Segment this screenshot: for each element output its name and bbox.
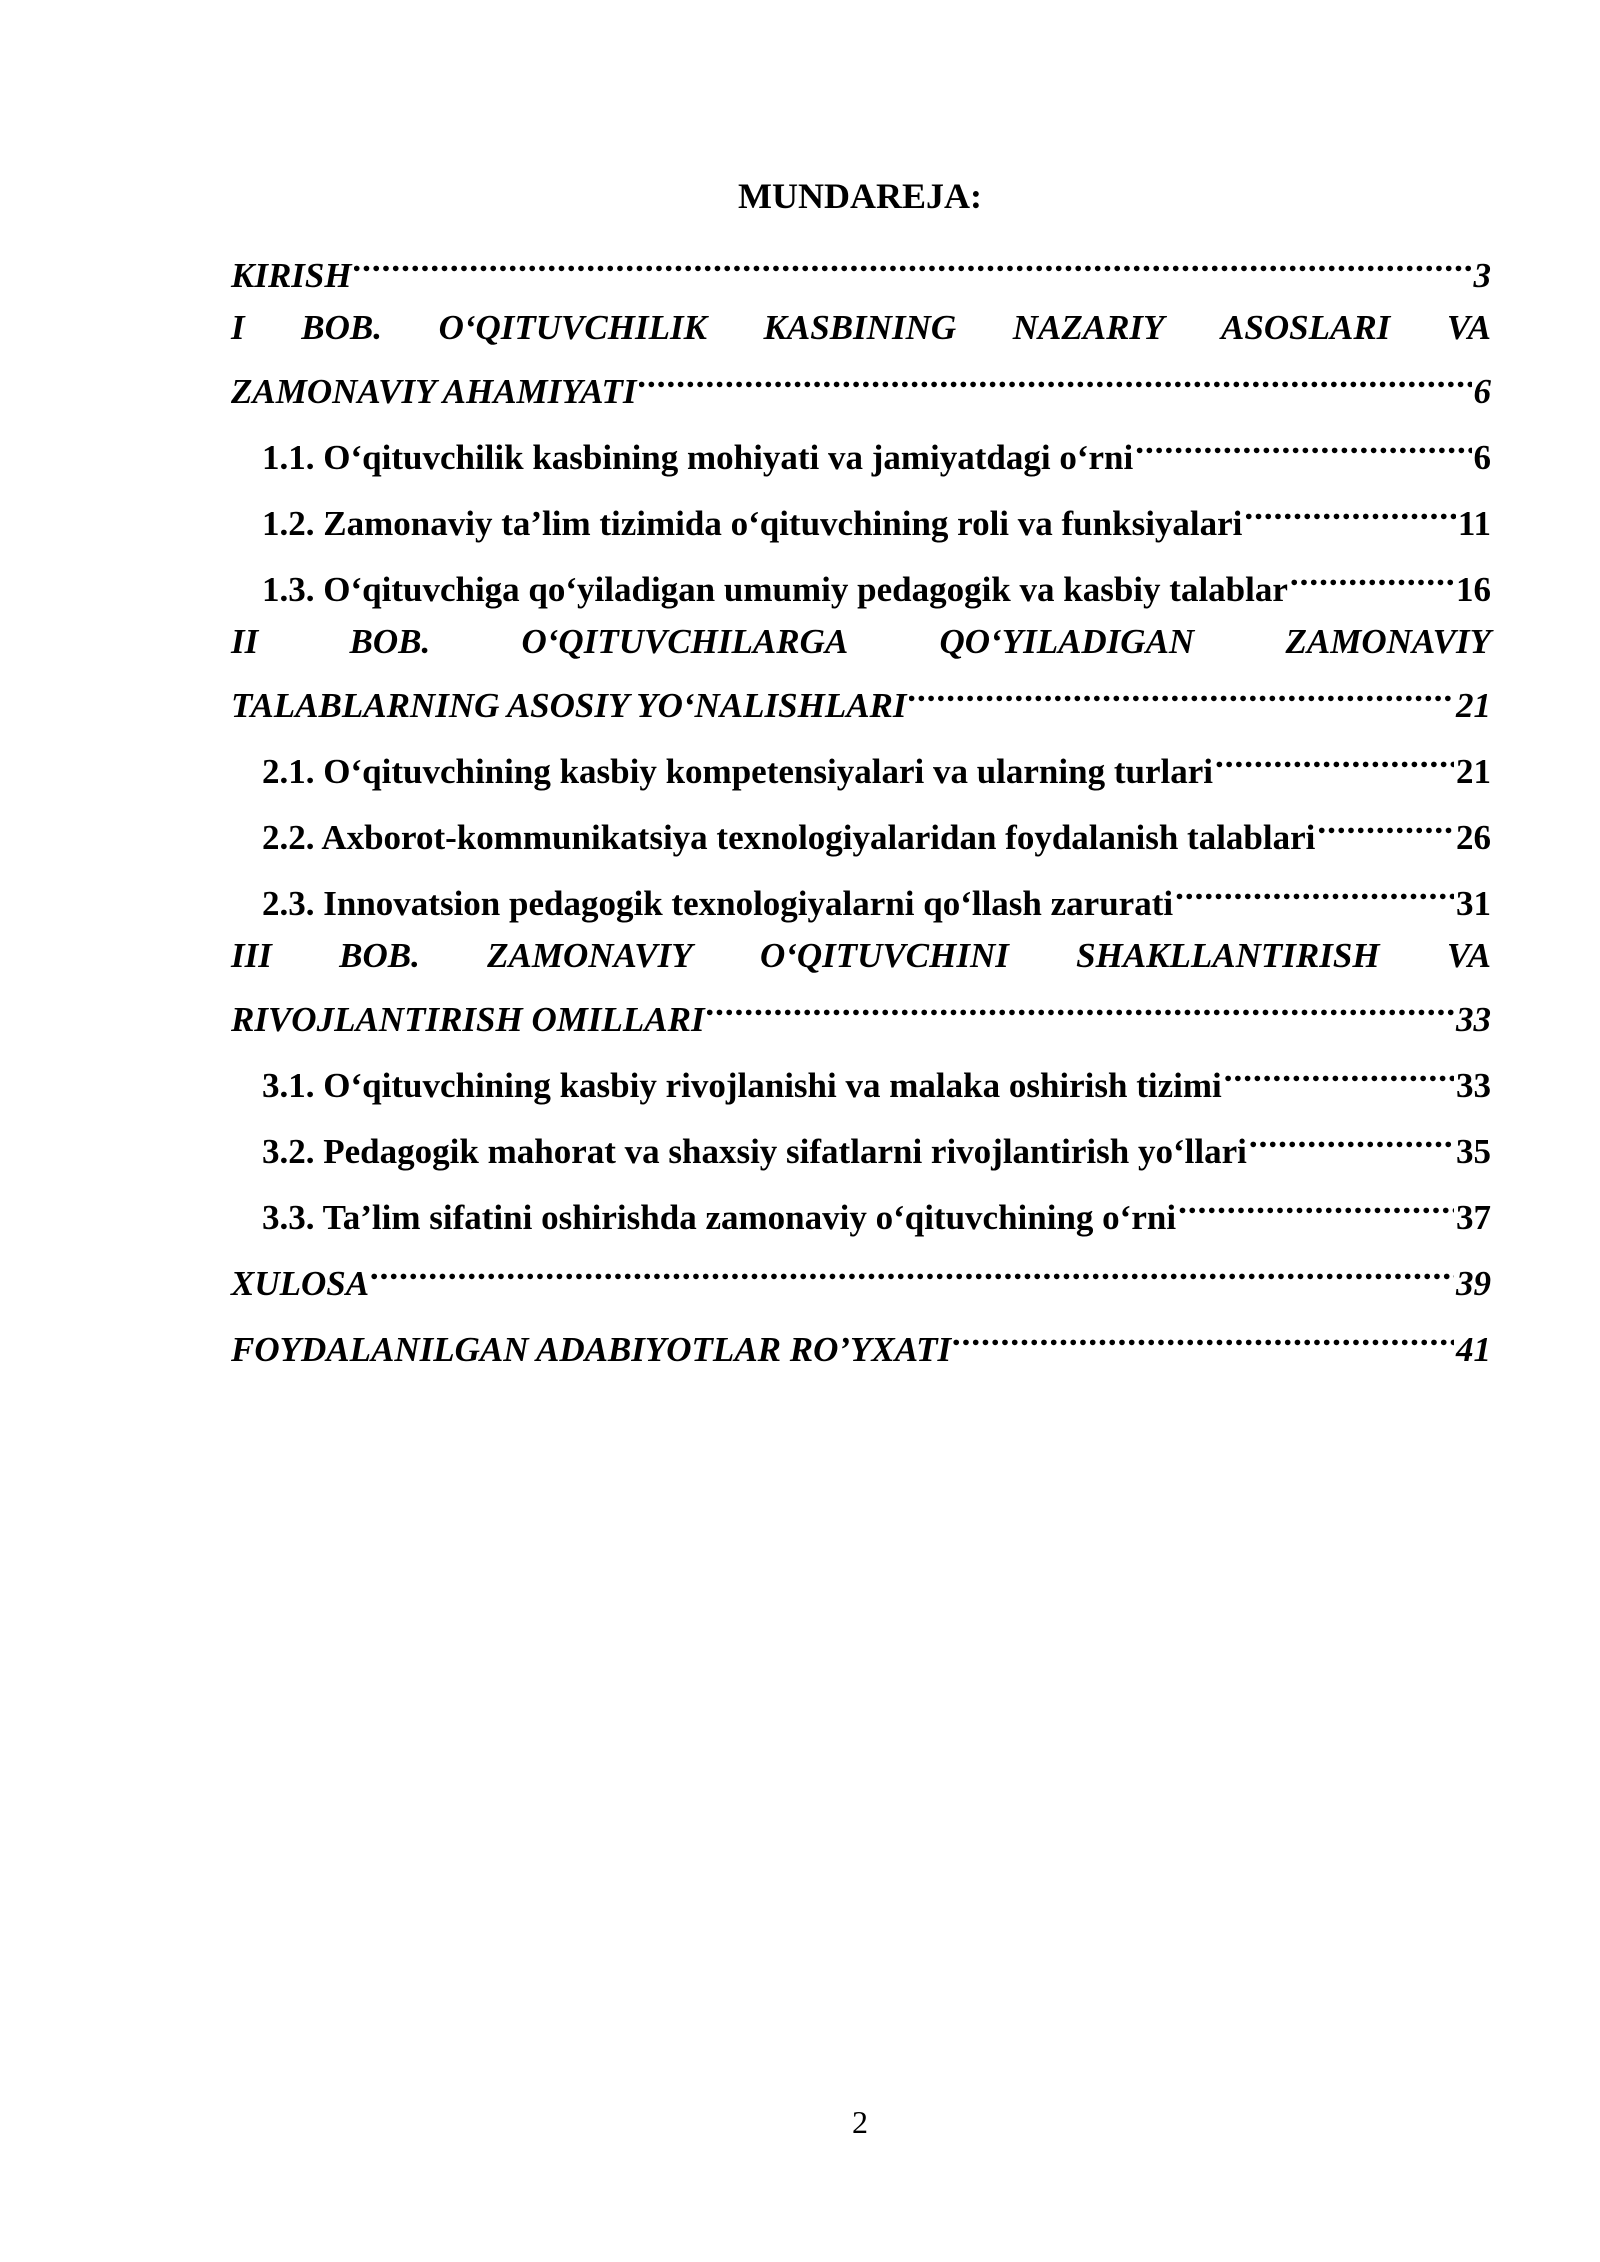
toc-entry[interactable] [231,1245,1491,1311]
toc-entry-label: 2.3. Innovatsion pedagogik texnologiyalarni qo‘llash zarurati [262,884,1174,923]
toc-entry[interactable] [231,799,1491,865]
dot-leader [1249,1113,1454,1163]
toc-page-number: 26 [1456,818,1491,857]
toc-entry-word: BOB. [349,622,431,661]
toc-entry-word: BOB. [339,936,420,975]
toc-entry-label: XULOSA [231,1264,370,1303]
toc-entry-label: ZAMONAVIY AHAMIYATI [231,372,637,411]
dot-leader [1317,799,1454,849]
toc-entry-label: 1.2. Zamonaviy ta’lim tizimida o‘qituvchining roli va funksiyalari [262,504,1243,543]
dot-leader [909,667,1454,717]
toc-entry[interactable] [231,303,1491,419]
toc-entry-word: KASBINING [763,308,957,347]
toc-title: MUNDAREJA: [738,176,982,216]
toc-page-number: 39 [1456,1264,1491,1303]
dot-leader [953,1311,1454,1361]
toc-entry-label: 1.3. O‘qituvchiga qo‘yiladigan umumiy pedagogik va kasbiy talablar [262,570,1288,609]
toc-page-number: 31 [1456,884,1491,923]
toc-page-number: 6 [1473,372,1491,411]
toc-entry-line [262,485,1491,551]
toc-entry-label: 3.2. Pedagogik mahorat va shaxsiy sifatlarni rivojlantirish yo‘llari [262,1132,1247,1171]
page-number: 2 [852,2104,868,2140]
dot-leader [1244,485,1456,535]
toc-entry[interactable] [231,733,1491,799]
toc-entry[interactable] [231,485,1491,551]
toc-entry-word: I [231,308,245,347]
toc-entry-label: RIVOJLANTIRISH OMILLARI [231,1000,705,1039]
toc-page-number: 37 [1456,1198,1491,1237]
dot-leader [1175,865,1454,915]
toc-page-number: 33 [1456,1066,1491,1105]
toc-page-number: 3 [1473,256,1491,295]
toc-entry-label: 1.1. O‘qituvchilik kasbining mohiyati va jamiyatdagi o‘rni [262,438,1134,477]
toc-entry-line [231,981,1491,1047]
toc-page-number: 21 [1456,752,1491,791]
toc-entry[interactable] [231,1047,1491,1113]
toc-entry-word: O‘QITUVCHILARGA [521,622,849,661]
toc-entry[interactable] [231,419,1491,485]
toc-entry-label: 3.3. Ta’lim sifatini oshirishda zamonaviy o‘qituvchining o‘rni [262,1198,1177,1237]
toc-entry-word: II [231,622,259,661]
toc-page-number: 6 [1473,438,1491,477]
toc-entry-line [262,551,1491,617]
toc-entry[interactable] [231,1179,1491,1245]
toc-entry-label: 3.1. O‘qituvchining kasbiy rivojlanishi va malaka oshirish tizimi [262,1066,1222,1105]
toc-entry-word: ZAMONAVIY [487,936,693,975]
toc-entry-word: ASOSLARI [1221,308,1391,347]
toc-entry-line [231,353,1491,419]
toc-entry[interactable] [231,551,1491,617]
toc-entry-line [231,931,1491,981]
toc-entry-word: SHAKLLANTIRISH [1076,936,1380,975]
toc-entry-word: BOB. [301,308,382,347]
dot-leader [707,981,1454,1031]
toc-entry-line [231,1311,1491,1377]
toc-entry-line [231,237,1491,303]
toc-entry-label: 2.2. Axborot-kommunikatsiya texnologiyalaridan foydalanish talablari [262,818,1316,857]
toc-page-number: 33 [1456,1000,1491,1039]
toc-page-number: 35 [1456,1132,1491,1171]
toc-entry-label: 2.1. O‘qituvchining kasbiy kompetensiyalari va ularning turlari [262,752,1213,791]
toc-entry-word: VA [1446,308,1491,347]
dot-leader [639,353,1472,403]
toc-entry[interactable] [231,617,1491,733]
dot-leader [1224,1047,1454,1097]
toc-entry[interactable] [231,237,1491,303]
toc-entry-word: O‘QITUVCHILIK [438,308,707,347]
toc-entry-line [262,1113,1491,1179]
toc-entry-line [262,1047,1491,1113]
toc-entry[interactable] [231,865,1491,931]
toc-entry-line [262,733,1491,799]
toc-entry[interactable] [231,931,1491,1047]
dot-leader [1290,551,1454,601]
toc-entry-line [231,667,1491,733]
toc-entry[interactable] [231,1311,1491,1377]
toc-entry-line [262,865,1491,931]
toc-entry-word: ZAMONAVIY [1285,622,1491,661]
toc-entry-word: VA [1446,936,1491,975]
toc-entry-label: TALABLARNING ASOSIY YO‘NALISHLARI [231,686,907,725]
dot-leader [1215,733,1454,783]
dot-leader [1135,419,1471,469]
dot-leader [1178,1179,1454,1229]
toc-page-number: 11 [1457,504,1491,543]
dot-leader [354,237,1472,287]
toc-entry-label: FOYDALANILGAN ADABIYOTLAR RO’YXATI [231,1330,952,1369]
toc-entry-line [231,617,1491,667]
toc-entry-line [231,1245,1491,1311]
toc-page-number: 16 [1456,570,1491,609]
toc-entry-line [262,799,1491,865]
table-of-contents [231,237,1491,1377]
toc-entry-line [262,419,1491,485]
toc-page-number: 21 [1456,686,1491,725]
toc-entry-word: NAZARIY [1012,308,1165,347]
toc-entry-word: III [231,936,272,975]
dot-leader [371,1245,1454,1295]
toc-entry-word: QO‘YILADIGAN [939,622,1195,661]
toc-entry-line [262,1179,1491,1245]
toc-entry-line [231,303,1491,353]
toc-entry-label: KIRISH [231,256,352,295]
toc-entry[interactable] [231,1113,1491,1179]
toc-entry-word: O‘QITUVCHINI [759,936,1009,975]
toc-page-number: 41 [1456,1330,1491,1369]
